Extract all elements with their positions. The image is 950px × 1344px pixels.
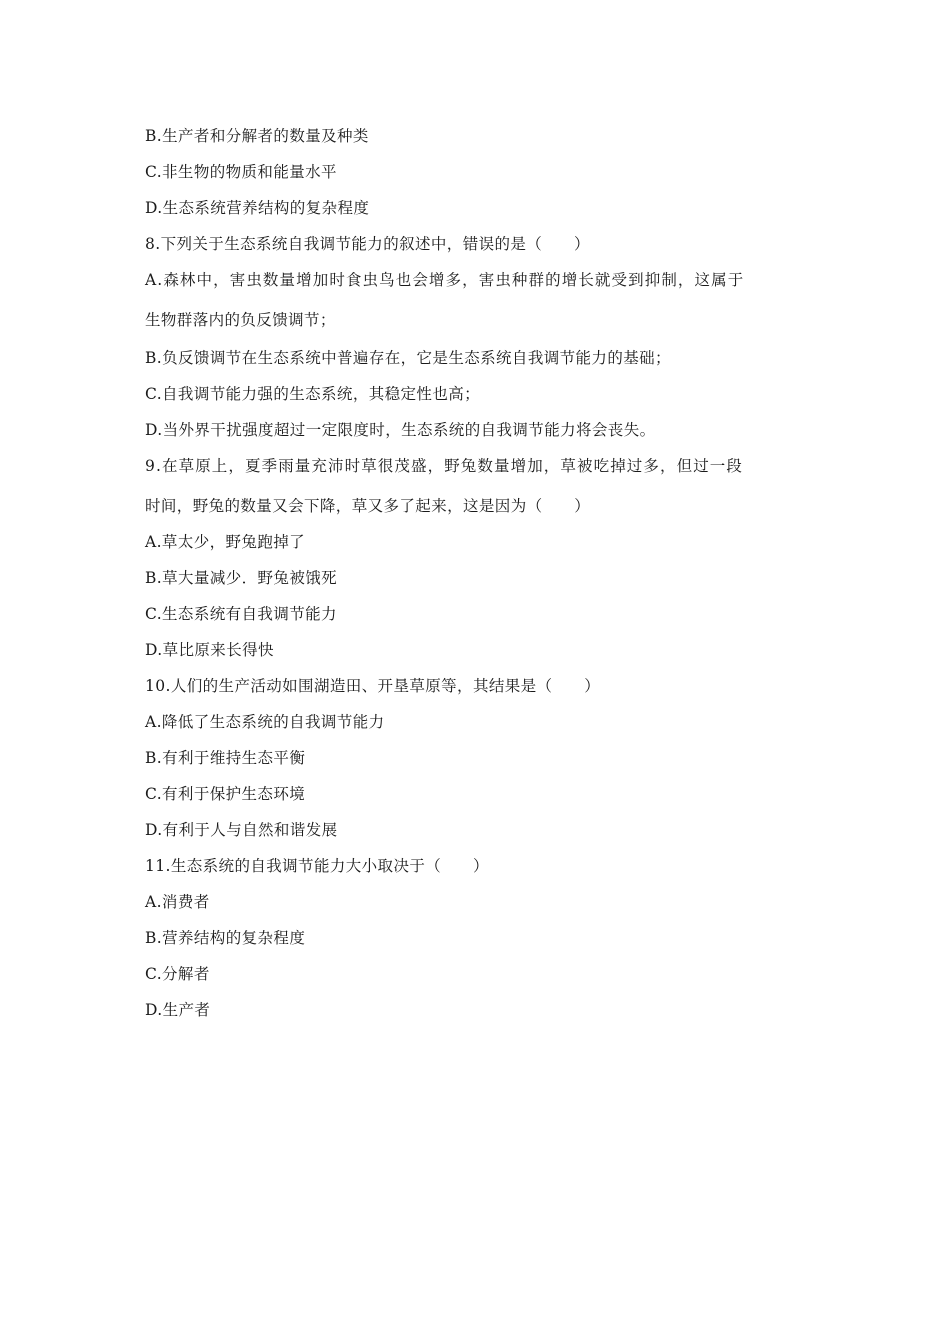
q9-option-c: C.生态系统有自我调节能力: [145, 605, 337, 623]
q9-stem-line2: 时间，野兔的数量又会下降，草又多了起来，这是因为（ ）: [145, 497, 591, 515]
q9-stem-line1: 9.在草原上，夏季雨量充沛时草很茂盛，野兔数量增加，草被吃掉过多，但过一段: [145, 457, 743, 475]
q10-option-a: A.降低了生态系统的自我调节能力: [145, 713, 385, 731]
q11-option-a: A.消费者: [145, 893, 210, 911]
q9-option-a: A.草太少，野兔跑掉了: [145, 533, 306, 551]
q11-option-b: B.营养结构的复杂程度: [145, 929, 306, 947]
q7-option-c: C.非生物的物质和能量水平: [145, 163, 337, 181]
q8-option-b: B.负反馈调节在生态系统中普遍存在，它是生态系统自我调节能力的基础；: [145, 349, 671, 367]
q8-stem: 8.下列关于生态系统自我调节能力的叙述中，错误的是（ ）: [145, 235, 590, 253]
q8-option-a-line1: A.森林中，害虫数量增加时食虫鸟也会增多，害虫种群的增长就受到抑制，这属于: [145, 271, 745, 289]
q9-option-b: B.草大量减少．野兔被饿死: [145, 569, 338, 587]
q11-stem: 11.生态系统的自我调节能力大小取决于（ ）: [145, 857, 489, 875]
q10-option-c: C.有利于保护生态环境: [145, 785, 306, 803]
q8-option-a-line2: 生物群落内的负反馈调节；: [145, 311, 336, 329]
q7-option-d: D.生态系统营养结构的复杂程度: [145, 199, 370, 217]
q11-option-c: C.分解者: [145, 965, 210, 983]
q10-option-b: B.有利于维持生态平衡: [145, 749, 306, 767]
q9-option-d: D.草比原来长得快: [145, 641, 274, 659]
q8-option-c: C.自我调节能力强的生态系统，其稳定性也高；: [145, 385, 481, 403]
q7-option-b: B.生产者和分解者的数量及种类: [145, 127, 369, 145]
q10-stem: 10.人们的生产活动如围湖造田、开垦草原等，其结果是（ ）: [145, 677, 601, 695]
q8-option-d: D.当外界干扰强度超过一定限度时，生态系统的自我调节能力将会丧失。: [145, 421, 656, 439]
q11-option-d: D.生产者: [145, 1001, 211, 1019]
q10-option-d: D.有利于人与自然和谐发展: [145, 821, 338, 839]
